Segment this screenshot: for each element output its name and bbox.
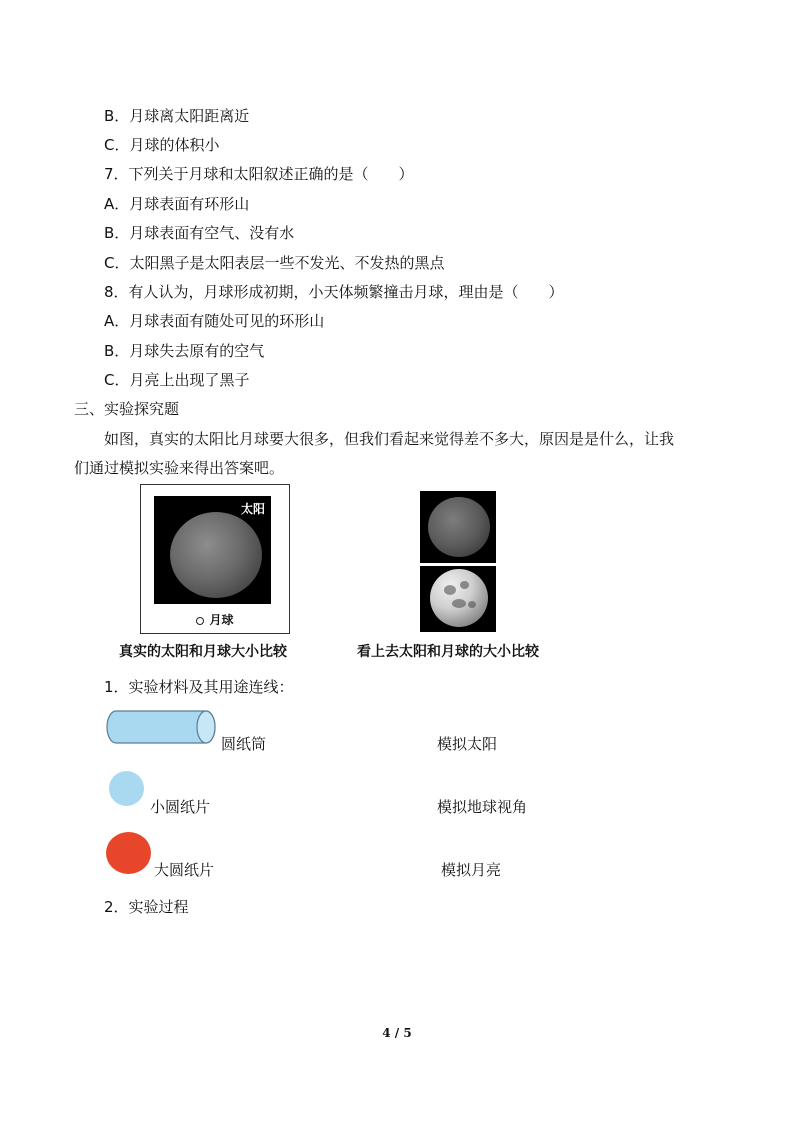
option-b-q8: B．月球失去原有的空气 bbox=[104, 342, 265, 360]
apparent-sun-disc bbox=[428, 497, 490, 557]
moon-crater bbox=[444, 585, 456, 595]
moon-crater bbox=[468, 601, 476, 608]
caption-apparent-size: 看上去太阳和月球的大小比较 bbox=[357, 644, 539, 660]
apparent-sun-photo bbox=[420, 491, 496, 563]
moon-label: 月球 bbox=[209, 613, 234, 627]
material-large-disc: 大圆纸片 bbox=[154, 861, 215, 879]
option-b-q7: B．月球表面有空气、没有水 bbox=[104, 224, 295, 242]
use-simulate-earth-view: 模拟地球视角 bbox=[437, 798, 528, 816]
intro-line-1: 如图，真实的太阳比月球要大很多，但我们看起来觉得差不多大，原因是是什么，让我 bbox=[104, 430, 675, 448]
option-a-q7: A．月球表面有环形山 bbox=[104, 195, 250, 213]
moon-label-row bbox=[141, 611, 289, 628]
material-small-disc: 小圆纸片 bbox=[150, 798, 211, 816]
large-paper-disc-icon bbox=[106, 832, 151, 874]
apparent-moon-disc bbox=[430, 569, 488, 627]
real-size-figure bbox=[140, 484, 290, 634]
question-1-title: 1．实验材料及其用途连线： bbox=[104, 678, 294, 696]
moon-crater bbox=[452, 599, 466, 608]
moon-crater bbox=[460, 581, 469, 589]
small-paper-disc-icon bbox=[109, 771, 144, 806]
apparent-moon-photo bbox=[420, 566, 496, 632]
question-2-title: 2．实验过程 bbox=[104, 898, 189, 916]
question-7: 7．下列关于月球和太阳叙述正确的是（ ） bbox=[104, 165, 414, 183]
caption-real-size: 真实的太阳和月球大小比较 bbox=[119, 644, 287, 660]
sun-disc bbox=[170, 512, 262, 598]
intro-line-2: 们通过模拟实验来得出答案吧。 bbox=[74, 459, 285, 477]
section-title: 三、实验探究题 bbox=[74, 400, 180, 418]
use-simulate-moon: 模拟月亮 bbox=[441, 861, 502, 879]
option-c-q7: C．太阳黑子是太阳表层一些不发光、不发热的黑点 bbox=[104, 254, 445, 272]
page-number: 4 / 5 bbox=[382, 1026, 412, 1040]
paper-tube-icon bbox=[106, 710, 216, 744]
material-paper-tube: 圆纸筒 bbox=[221, 735, 267, 753]
sun-photo bbox=[154, 496, 271, 604]
option-c-q8: C．月亮上出现了黑子 bbox=[104, 371, 250, 389]
moon-dot-icon bbox=[196, 617, 204, 625]
option-b-q6: B．月球离太阳距离近 bbox=[104, 107, 250, 125]
use-simulate-sun: 模拟太阳 bbox=[437, 735, 498, 753]
option-a-q8: A．月球表面有随处可见的环形山 bbox=[104, 312, 325, 330]
question-8: 8．有人认为，月球形成初期，小天体频繁撞击月球，理由是（ ） bbox=[104, 283, 564, 301]
option-c-q6: C．月球的体积小 bbox=[104, 136, 220, 154]
sun-label: 太阳 bbox=[240, 502, 265, 516]
